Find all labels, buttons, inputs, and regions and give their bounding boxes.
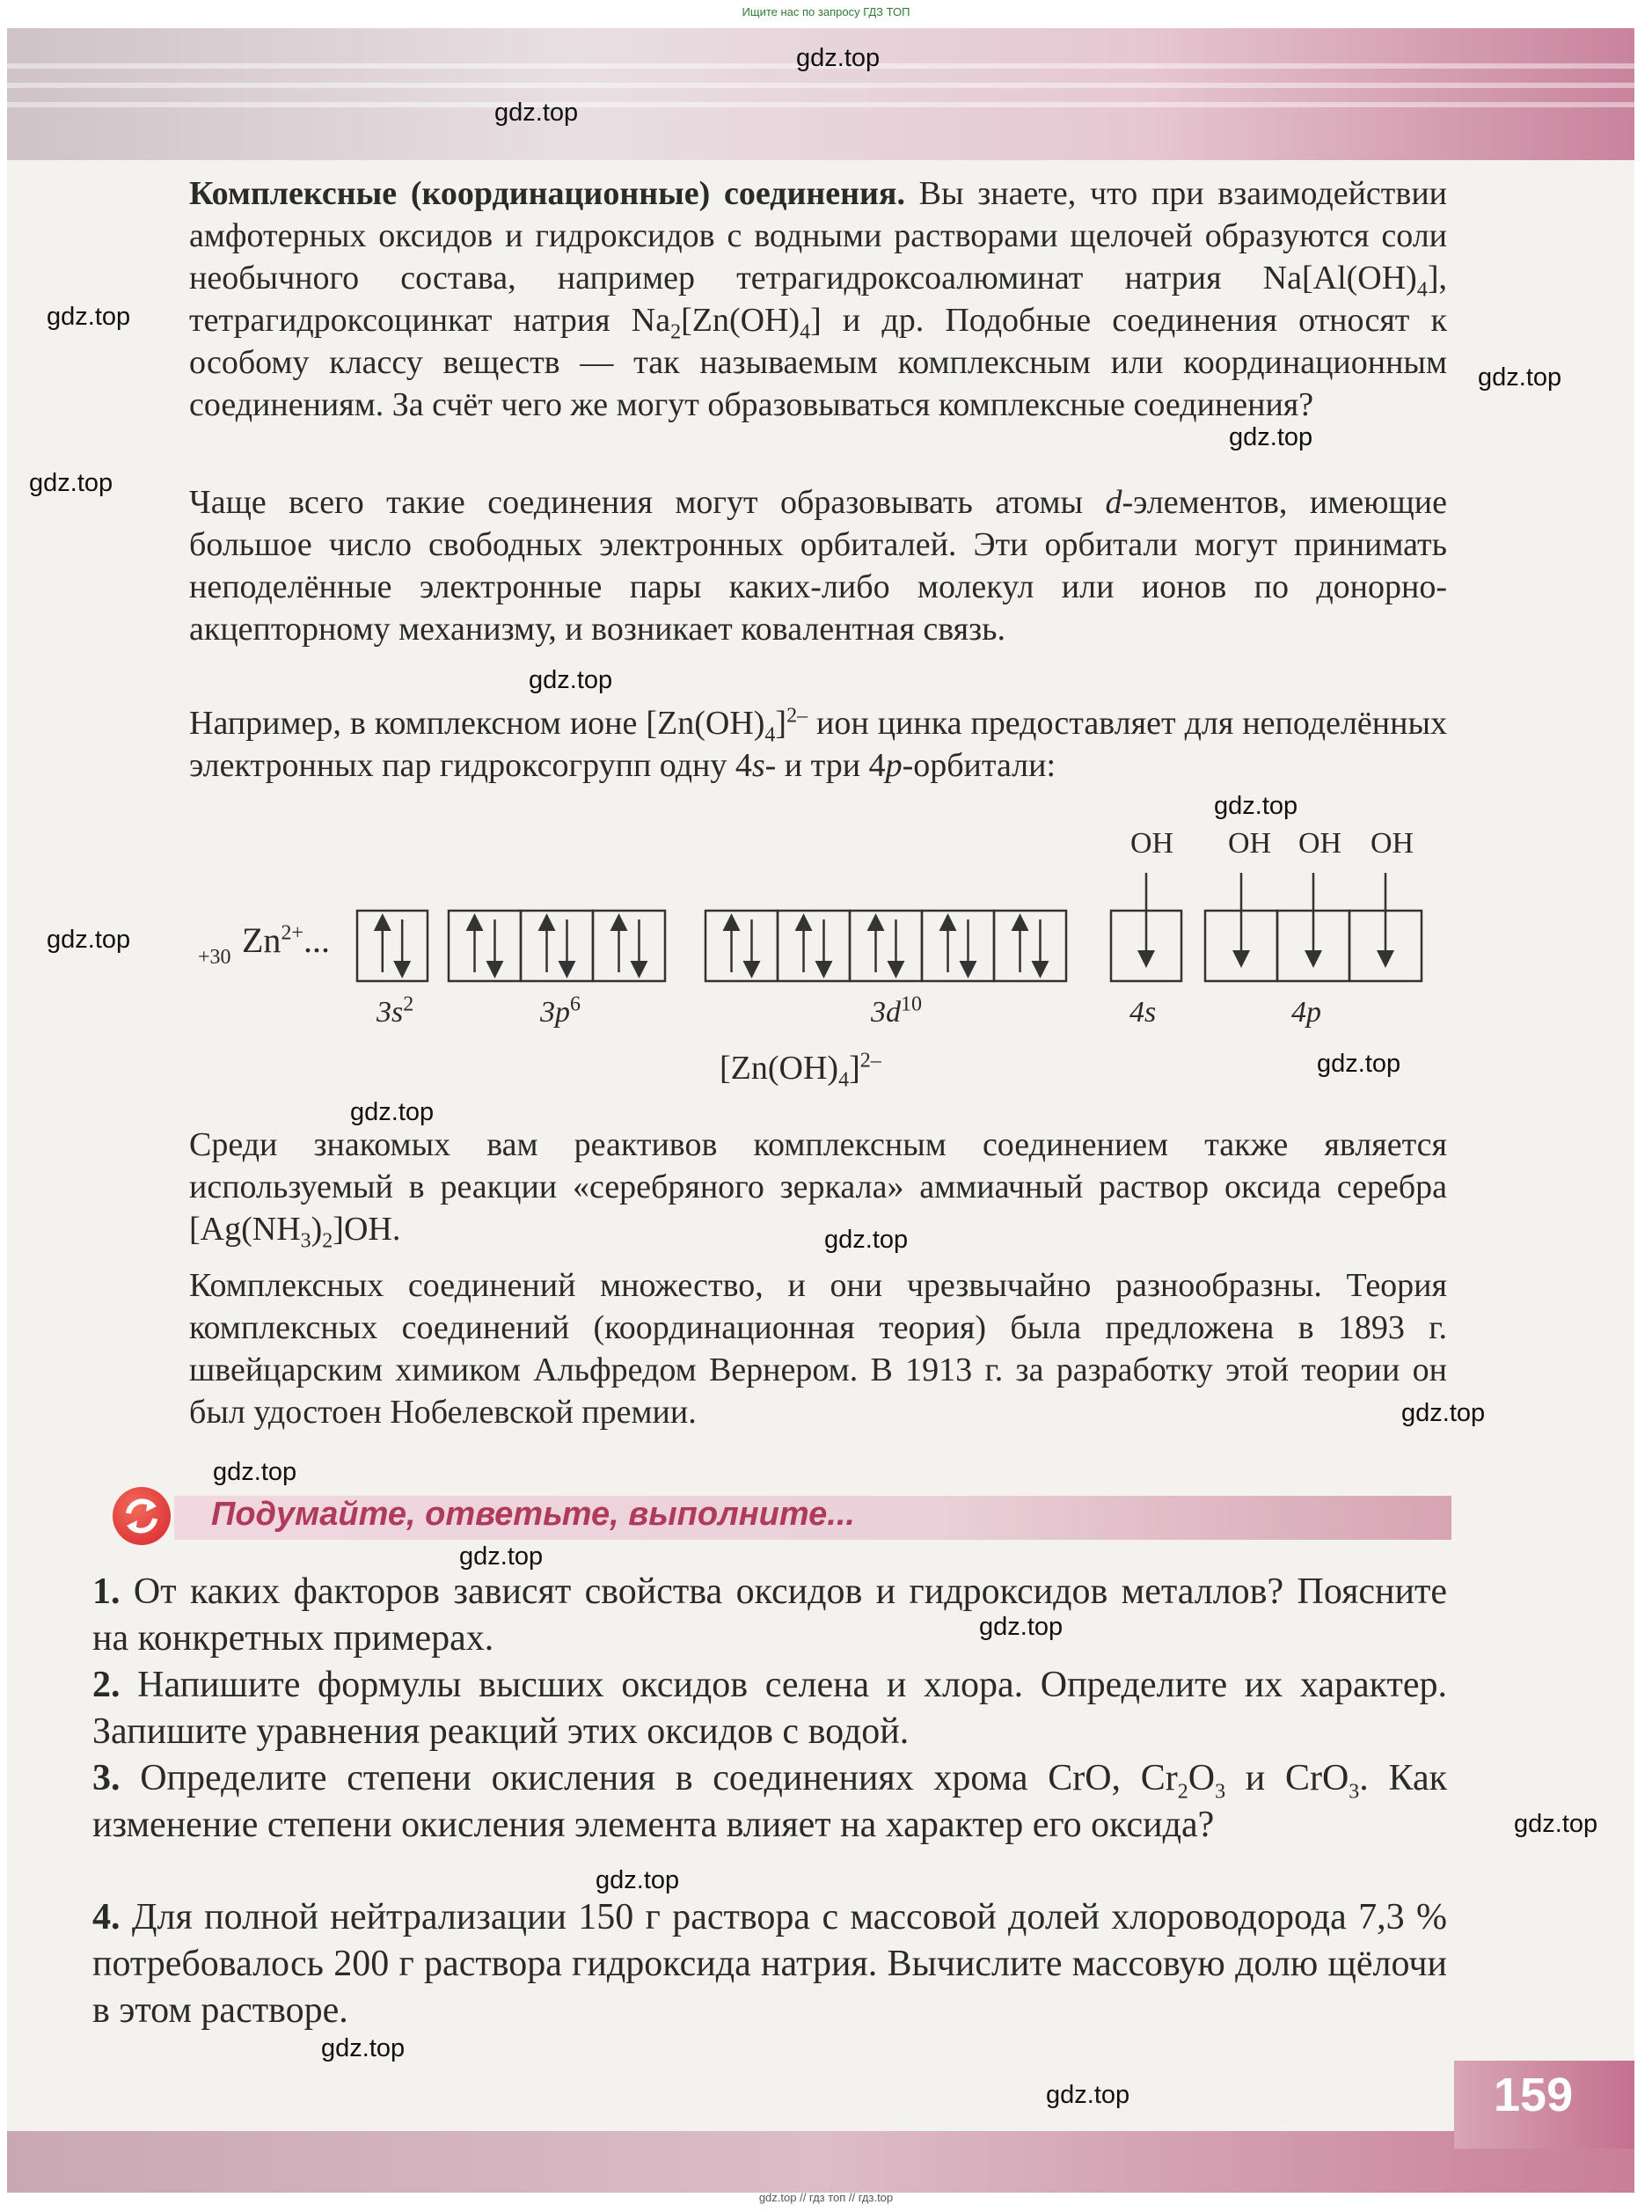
watermark: gdz.top bbox=[1514, 1810, 1598, 1838]
orbital-cell-3d-3 bbox=[850, 911, 922, 981]
question-2: 2. Напишите формулы высших оксидов селена и хлора. Определите их характер. Запишите уравнения реакций этих оксидов с водой. bbox=[92, 1665, 1447, 1752]
watermark: gdz.top bbox=[1317, 1050, 1401, 1078]
site-note-top: Ищите нас по запросу ГДЗ ТОП bbox=[742, 5, 910, 18]
atomic-number: +30 bbox=[198, 946, 231, 969]
orbital-cell-3p-3 bbox=[593, 911, 665, 981]
label-4s: 4s bbox=[1129, 996, 1157, 1029]
complex-ion-label: $[Zn(OH)_4]^{2-}$ bbox=[720, 1049, 881, 1092]
watermark: gdz.top bbox=[321, 2034, 406, 2062]
watermark: gdz.top bbox=[459, 1542, 544, 1571]
watermark: gdz.top bbox=[350, 1098, 435, 1126]
question-3: 3. Определите степени окисления в соединениях хрома CrO, $Cr_2O_3$ и CrO$_3$. Как изменение степени окисления элемента влияет на характер его оксида? bbox=[92, 1758, 1447, 1845]
label-3p: $3p^6$ bbox=[540, 992, 581, 1029]
oh-group-4p-3: ОН bbox=[1371, 827, 1414, 860]
watermark: gdz.top bbox=[796, 44, 881, 72]
watermark: gdz.top bbox=[824, 1226, 909, 1254]
orbital-cell-3d-4 bbox=[922, 911, 994, 981]
question-4: 4. Для полной нейтрализации 150 г раствора с массовой долей хлороводорода 7,3 % потребовалось 200 г раствора гидроксида натрия. Вычислите массовую долю щёлочи в этом растворе. bbox=[92, 1897, 1447, 2031]
bottom-band bbox=[7, 2131, 1634, 2193]
paragraph-d-elements: Чаще всего такие соединения могут образовывать атомы d-элементов, имеющие большое число свободных электронных орбиталей. Эти орбитали могут принимать неподелённые электронные пары каких-либо молекул или ионов по донорно-акцепторному механизму, и возникает ковалентная связь. bbox=[189, 484, 1447, 648]
orbital-cell-3d-1 bbox=[705, 911, 778, 981]
paragraph-silver-mirror: Среди знакомых вам реактивов комплексным соединением также является используемый в реакции «серебряного зеркала» аммиачный раствор оксида серебра $[Ag(NH_3)_2]OH$. bbox=[189, 1126, 1447, 1253]
questions-header bbox=[113, 1487, 1451, 1549]
paragraph-title: Комплексные (координационные) соединения. bbox=[189, 175, 905, 212]
orbital-cell-3d-2 bbox=[778, 911, 850, 981]
watermark: gdz.top bbox=[529, 666, 613, 694]
watermark: gdz.top bbox=[979, 1613, 1064, 1641]
watermark: gdz.top bbox=[47, 303, 131, 331]
zinc-ion-symbol: $Zn^{2+}$... bbox=[242, 920, 330, 960]
paragraph-complex-compounds: Комплексные (координационные) соединения. Вы знаете, что при взаимодействии амфотерных оксидов и гидроксидов с водными растворами щелочей образуются соли необычного состава, например тетрагидроксоалюминат натрия $Na[Al(OH)_4]$, тетрагидроксоцинкат натрия $Na_2[Zn(OH)_4]$ и др. Подобные соединения относят к особому классу веществ — так называемым комплексным или координационным соединениям. За счёт чего же могут образовываться комплексные соединения? bbox=[189, 175, 1447, 423]
watermark: gdz.top bbox=[47, 926, 131, 954]
orbital-cell-3p-1 bbox=[449, 911, 521, 981]
watermark: gdz.top bbox=[1478, 363, 1562, 392]
question-1: 1. От каких факторов зависят свойства оксидов и гидроксидов металлов? Поясните на конкретных примерах. bbox=[92, 1571, 1447, 1659]
watermark: gdz.top bbox=[1229, 423, 1313, 451]
watermark: gdz.top bbox=[1046, 2081, 1130, 2109]
paragraph-werner-theory: Комплексных соединений множество, и они чрезвычайно разнообразны. Теория комплексных соединений (координационная теория) была предложена в 1893 г. швейцарским химиком Альфредом Вернером. В 1913 г. за разработку этой теории он был удостоен Нобелевской премии. bbox=[189, 1267, 1447, 1431]
watermark: gdz.top bbox=[29, 469, 113, 497]
watermark: gdz.top bbox=[494, 99, 579, 127]
paragraph-zinc-example: Например, в комплексном ионе $[Zn(OH)_4]^{2-}$ ион цинка предоставляет для неподелённых электронных пар гидроксогрупп одну 4s- и три 4p-орбитали: bbox=[189, 704, 1447, 784]
orbital-cell-3p-2 bbox=[521, 911, 593, 981]
watermark: gdz.top bbox=[213, 1458, 297, 1486]
watermark: gdz.top bbox=[1214, 792, 1298, 820]
refresh-icon bbox=[113, 1487, 171, 1545]
questions-title: Подумайте, ответьте, выполните... bbox=[211, 1496, 855, 1533]
orbital-cell-3d-5 bbox=[994, 911, 1066, 981]
label-4p: 4p bbox=[1291, 996, 1321, 1029]
oh-group-4p-1: ОН bbox=[1228, 827, 1272, 860]
watermark: gdz.top bbox=[1401, 1399, 1486, 1427]
page-number: 159 bbox=[1494, 2069, 1574, 2121]
orbital-cell-3s bbox=[357, 911, 428, 981]
orbital-diagram bbox=[194, 827, 1443, 1091]
site-note-bottom: gdz.top // гдз топ // гдз.top bbox=[758, 2191, 894, 2204]
label-3d: $3d^{10}$ bbox=[871, 992, 922, 1029]
oh-group-4p-2: ОН bbox=[1298, 827, 1342, 860]
watermark: gdz.top bbox=[596, 1866, 680, 1894]
oh-group-4s: ОН bbox=[1130, 827, 1174, 860]
label-3s: $3s^2$ bbox=[376, 992, 414, 1029]
